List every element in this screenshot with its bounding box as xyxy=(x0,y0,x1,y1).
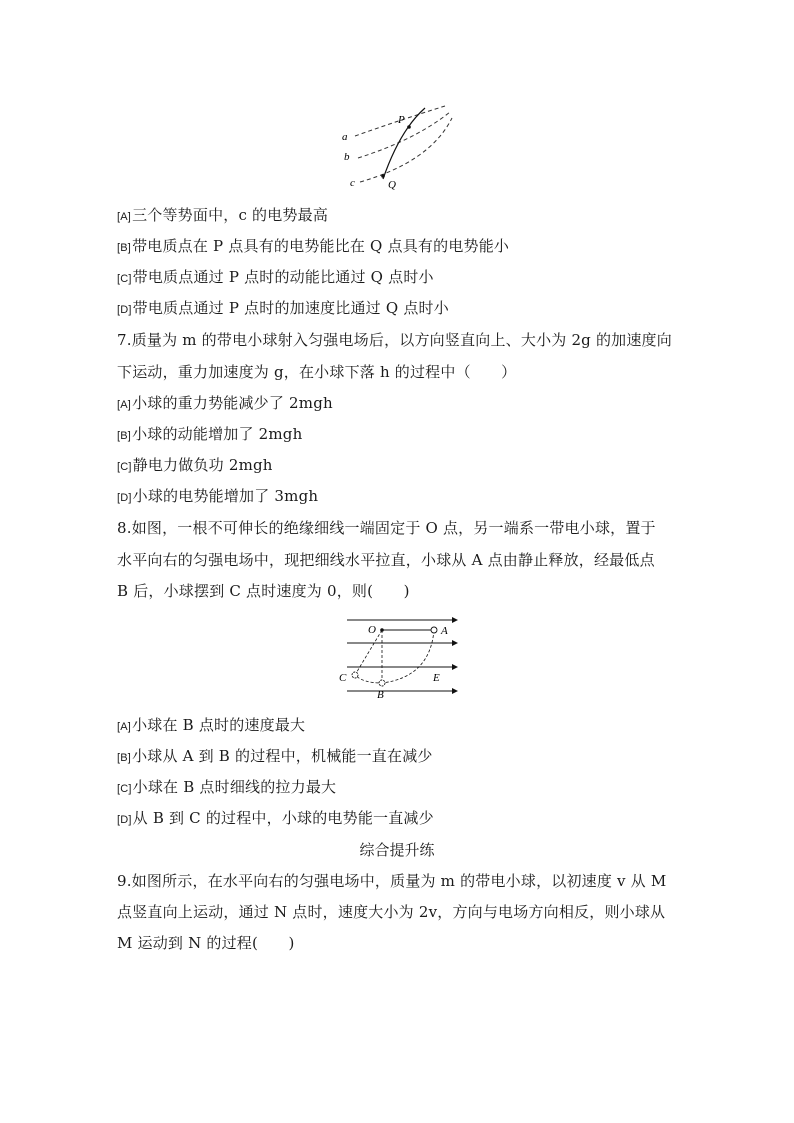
q8-option-c: [C]小球在 B 点时细线的拉力最大 xyxy=(117,778,337,796)
q7-stem-line2: 下运动，重力加速度为 g，在小球下落 h 的过程中（ ） xyxy=(117,363,517,381)
pendulum-field-figure xyxy=(335,615,465,703)
q6-option-c: [C]带电质点通过 P 点时的动能比通过 Q 点时小 xyxy=(117,268,434,286)
label-c: c xyxy=(350,177,355,189)
label-a: a xyxy=(342,131,348,143)
q7-stem-line1: 7.质量为 m 的带电小球射入匀强电场后，以方向竖直向上、大小为 2g 的加速度向 xyxy=(117,331,672,349)
label-o: O xyxy=(368,624,376,636)
q8-option-b: [B]小球从 A 到 B 的过程中，机械能一直在减少 xyxy=(117,747,433,765)
pivot-o xyxy=(380,628,384,632)
ball-a xyxy=(431,627,437,633)
q6-option-d: [D]带电质点通过 P 点时的加速度比通过 Q 点时小 xyxy=(117,299,449,317)
q7-option-d: [D]小球的电势能增加了 3mgh xyxy=(117,487,319,505)
equipotential-c xyxy=(360,118,452,182)
point-q xyxy=(381,174,385,178)
q8-stem-line2: 水平向右的匀强电场中，现把细线水平拉直，小球从 A 点由静止释放，经最低点 xyxy=(117,551,655,569)
label-b-point: B xyxy=(377,689,384,701)
label-b: b xyxy=(344,151,350,163)
ball-b xyxy=(379,680,385,686)
label-q: Q xyxy=(388,179,396,191)
label-c-point: C xyxy=(339,672,347,684)
q9-stem-line1: 9.如图所示，在水平向右的匀强电场中，质量为 m 的带电小球，以初速度 v 从 M xyxy=(117,872,667,890)
label-p: P xyxy=(398,114,405,126)
q8-stem-line1: 8.如图，一根不可伸长的绝缘细线一端固定于 O 点，另一端系一带电小球，置于 xyxy=(117,519,656,537)
q7-option-b: [B]小球的动能增加了 2mgh xyxy=(117,425,303,443)
label-a-point: A xyxy=(441,625,448,637)
section-title: 综合提升练 xyxy=(359,841,435,859)
q7-option-a: [A]小球的重力势能减少了 2mgh xyxy=(117,394,333,412)
q6-option-a: [A]三个等势面中，c 的电势最高 xyxy=(117,206,329,224)
q9-stem-line2: 点竖直向上运动，通过 N 点时，速度大小为 2v，方向与电场方向相反，则小球从 xyxy=(117,903,666,921)
string-to-c xyxy=(355,630,382,675)
q8-option-a: [A]小球在 B 点时的速度最大 xyxy=(117,716,306,734)
q6-option-b: [B]带电质点在 P 点具有的电势能比在 Q 点具有的电势能小 xyxy=(117,237,510,255)
label-e: E xyxy=(433,672,440,684)
q7-option-c: [C]静电力做负功 2mgh xyxy=(117,456,273,474)
swing-arc xyxy=(355,630,434,683)
q8-stem-line3: B 后，小球摆到 C 点时速度为 0，则( ) xyxy=(117,582,410,600)
point-p xyxy=(407,125,411,129)
q8-option-d: [D]从 B 到 C 的过程中，小球的电势能一直减少 xyxy=(117,809,434,827)
q9-stem-line3: M 运动到 N 的过程( ) xyxy=(117,934,295,952)
ball-c xyxy=(352,672,358,678)
equipotential-figure xyxy=(330,100,470,195)
